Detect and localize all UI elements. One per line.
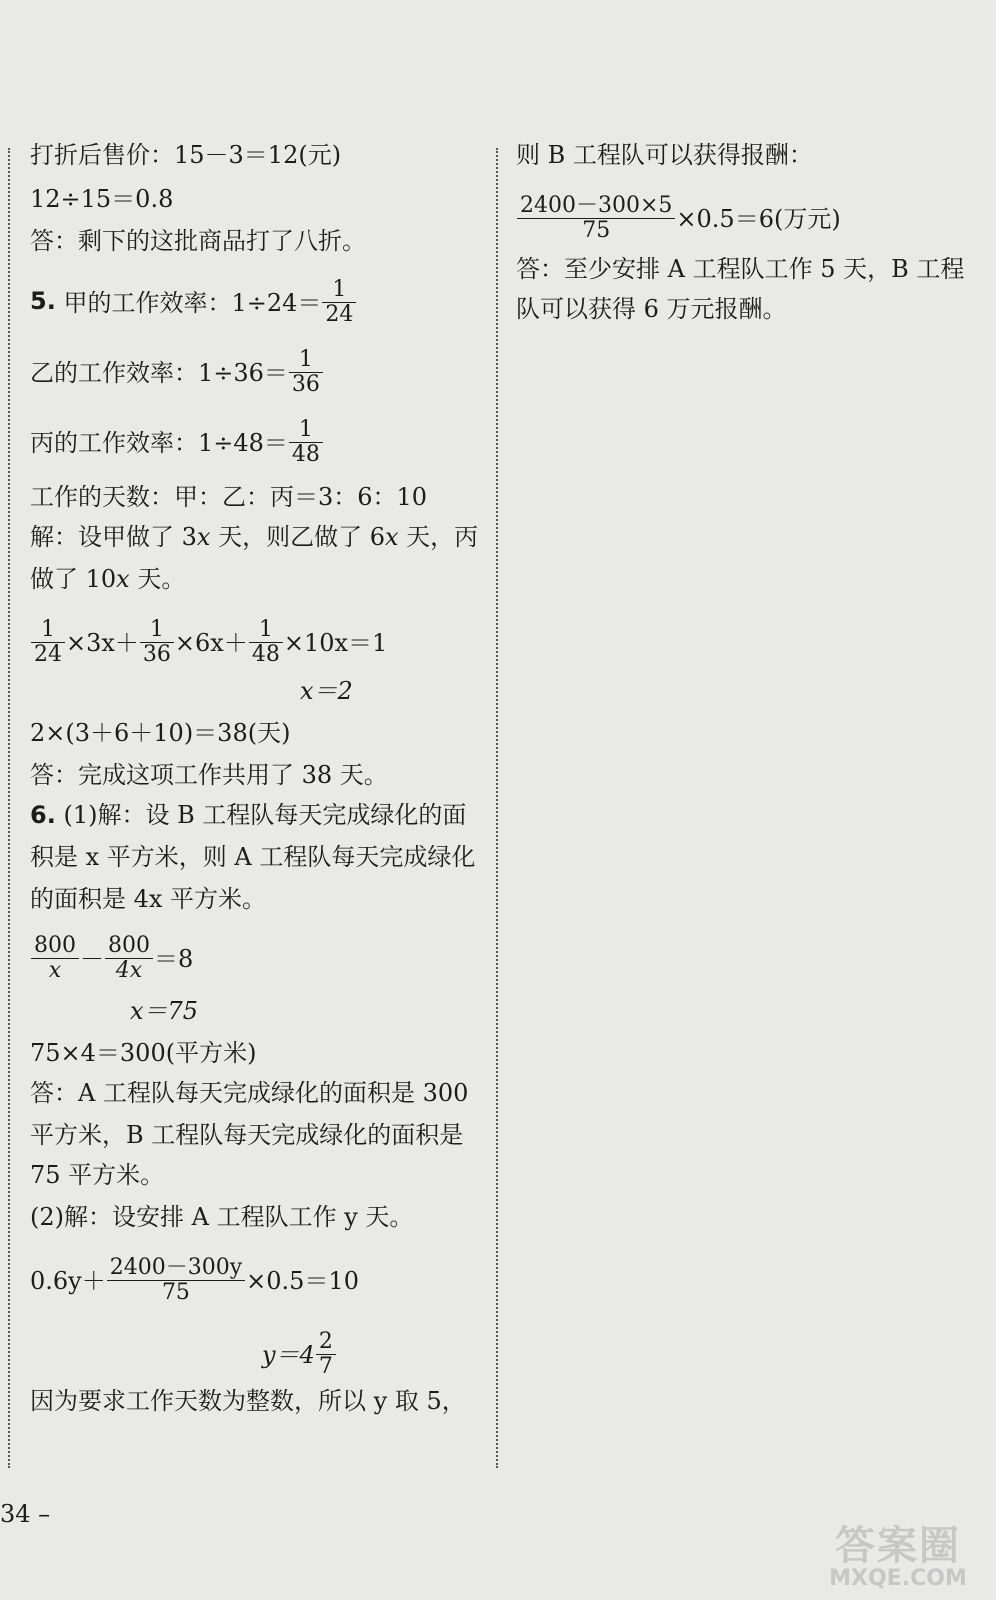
discount-price-line: 打折后售价：15－3＝12(元) — [30, 141, 342, 169]
ratio-line: 12÷15＝0.8 — [30, 185, 174, 213]
q6-equation: $\frac{800}{x}$ － $\frac{800}{4x}$ ＝8 — [30, 934, 193, 983]
b-reward-calc: $\frac{2400-300\times 5}{75}$ ×0.5＝6(万元) — [516, 194, 841, 243]
fraction: $\frac{1}{24}$ — [31, 618, 65, 667]
q6-answer-line1: 答：A 工程队每天完成绿化的面积是 300 — [30, 1079, 469, 1107]
fraction: $\frac{2400-300\times 5}{75}$ — [517, 194, 675, 243]
column-divider — [496, 148, 498, 1468]
fraction: $\frac{800}{x}$ — [31, 934, 79, 983]
q5-yi-efficiency: 乙的工作效率：1÷36＝ $\frac{1}{36}$ — [30, 348, 324, 397]
q5-jia-efficiency: 5. 甲的工作效率：1÷24＝ $\frac{1}{24}$ — [30, 278, 357, 327]
q6-integer-note: 因为要求工作天数为整数，所以 y 取 5， — [30, 1387, 466, 1415]
fraction: $\frac{1}{36}$ — [289, 348, 323, 397]
page-number: 34 – — [0, 1500, 51, 1528]
fraction: $\frac{1}{48}$ — [289, 418, 323, 467]
q5-bing-efficiency: 丙的工作效率：1÷48＝ $\frac{1}{48}$ — [30, 418, 324, 467]
fraction: $\frac{1}{48}$ — [249, 618, 283, 667]
q5-x-solution: x＝2 — [300, 677, 353, 705]
fraction: $\frac{1}{24}$ — [322, 278, 356, 327]
q5-number: 5. — [30, 287, 56, 315]
q6-part2-equation: 0.6y＋ $\frac{2400-300y}{75}$ ×0.5＝10 — [30, 1255, 359, 1305]
final-answer-line1: 答：至少安排 A 工程队工作 5 天，B 工程 — [516, 255, 965, 283]
q6-part1-line3: 的面积是 4x 平方米。 — [30, 885, 267, 913]
fraction: $\frac{1}{36}$ — [140, 618, 174, 667]
q6-number: 6. — [30, 801, 56, 829]
fraction: $\frac{2400-300y}{75}$ — [107, 1256, 245, 1305]
q5-total-days: 2×(3＋6＋10)＝38(天) — [30, 719, 291, 747]
watermark-logo: 答案圈 MXQE.COM — [829, 1523, 967, 1591]
q5-equation: $\frac{1}{24}$ ×3x＋ $\frac{1}{36}$ ×6x＋ $\frac{1}{48}$ ×10x＝1 — [30, 618, 387, 667]
final-answer-line2: 队可以获得 6 万元报酬。 — [516, 295, 787, 323]
q5-answer: 答：完成这项工作共用了 38 天。 — [30, 761, 388, 789]
q6-answer-line2: 平方米，B 工程队每天完成绿化的面积是 — [30, 1121, 464, 1149]
q6-answer-line3: 75 平方米。 — [30, 1161, 165, 1189]
q6-area-calc: 75×4＝300(平方米) — [30, 1039, 257, 1067]
answer-discount: 答：剩下的这批商品打了八折。 — [30, 227, 366, 255]
q6-x-solution: x＝75 — [130, 997, 199, 1025]
q6-part1-line1: 6. (1)解：设 B 工程队每天完成绿化的面 — [30, 801, 467, 829]
q6-y-solution: y＝4 $\frac{2}{7}$ — [262, 1330, 337, 1379]
q6-part2-setup: (2)解：设安排 A 工程队工作 y 天。 — [30, 1203, 414, 1231]
q5-days-ratio: 工作的天数：甲：乙：丙＝3：6：10 — [30, 483, 428, 511]
q5-solution-line2: 做了 10x 天。 — [30, 565, 186, 593]
q5-solution-line1: 解：设甲做了 3x 天，则乙做了 6x 天，丙 — [30, 523, 479, 551]
fraction: $\frac{800}{4x}$ — [105, 934, 153, 983]
b-reward-intro: 则 B 工程队可以获得报酬： — [516, 141, 813, 169]
left-dotted-margin — [8, 148, 10, 1468]
fraction: $\frac{2}{7}$ — [316, 1330, 336, 1379]
q6-part1-line2: 积是 x 平方米，则 A 工程队每天完成绿化 — [30, 843, 476, 871]
